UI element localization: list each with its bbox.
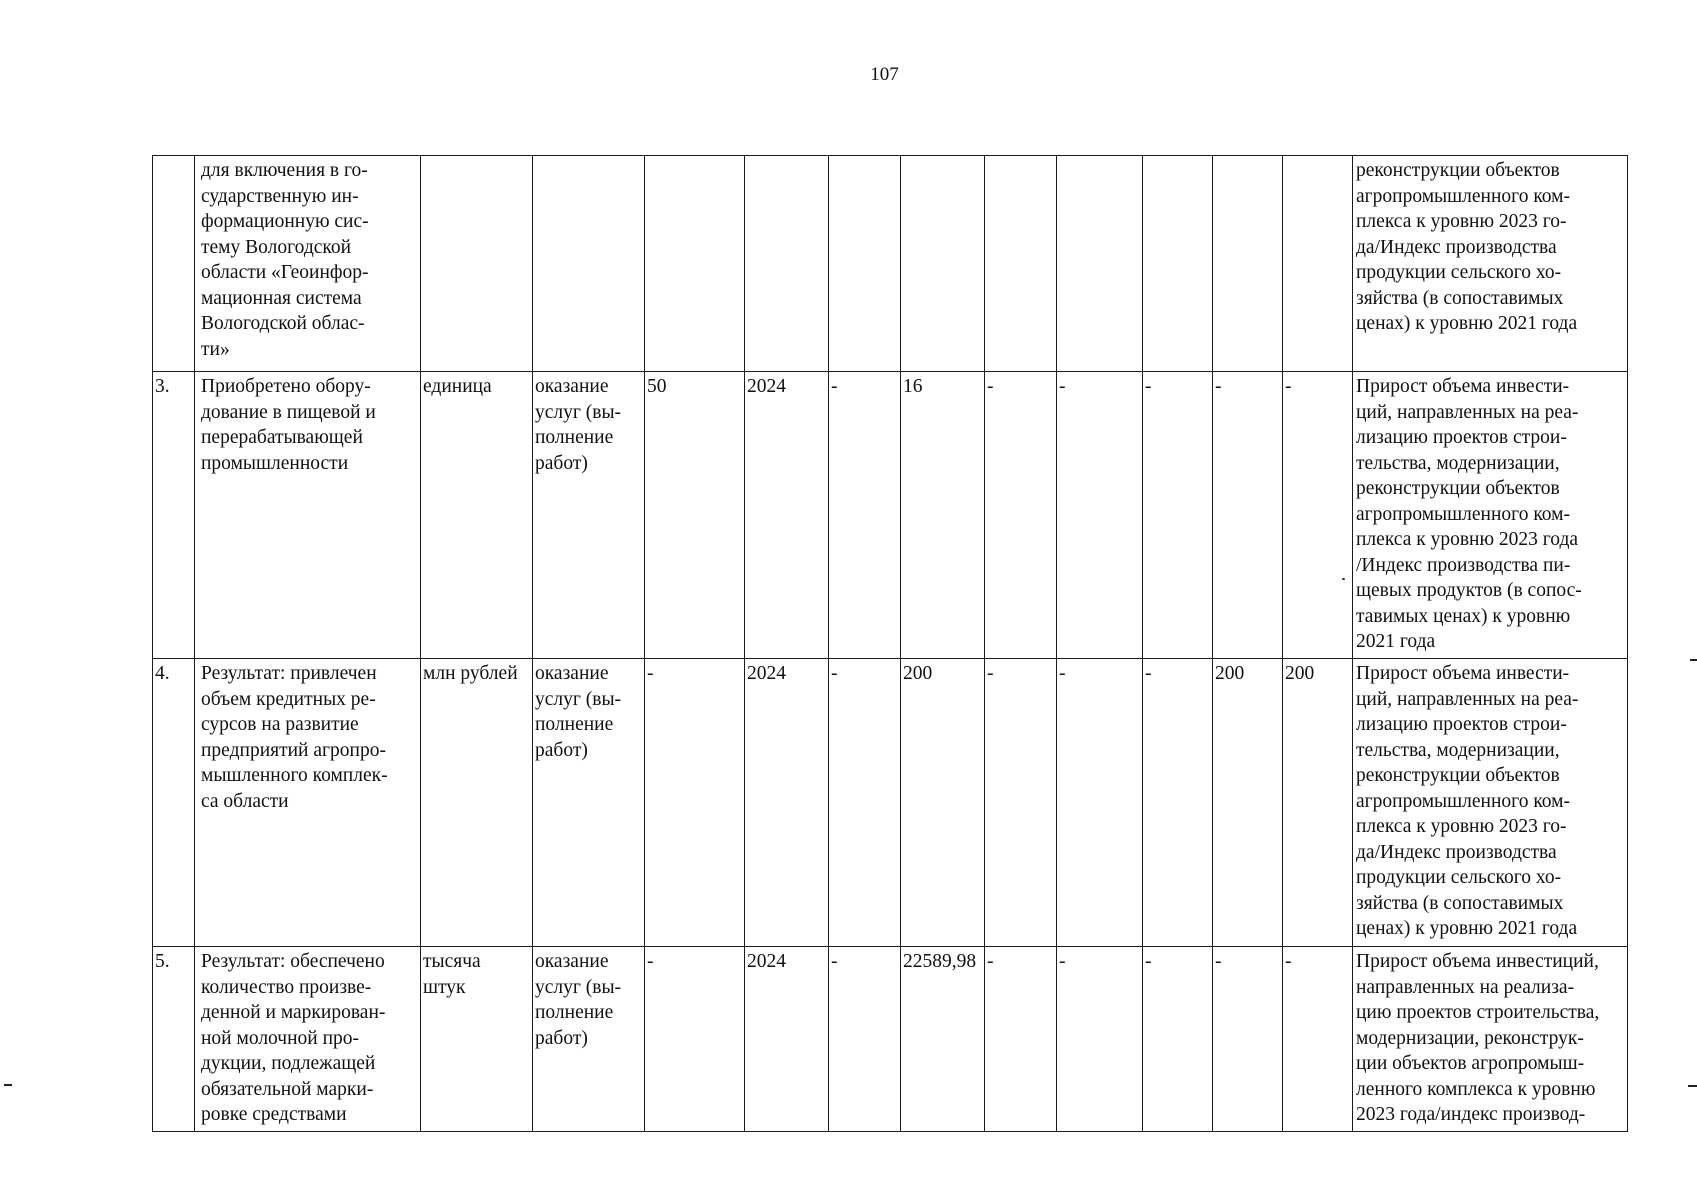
value-cell bbox=[1143, 156, 1213, 372]
unit-cell: млн рублей bbox=[421, 659, 533, 947]
result-name-cell: для включения в го- сударственную ин- формационную сис- тему Вологодской области «Геоинфор- мационная система Вологодской облас- ти» bbox=[195, 156, 421, 372]
value-cell: 200 bbox=[1283, 659, 1353, 947]
value-cell: 200 bbox=[901, 659, 985, 947]
result-type-cell: оказание услуг (вы- полнение работ) bbox=[533, 372, 645, 659]
unit-cell: единица bbox=[421, 372, 533, 659]
indicator-link-cell: Прирост объема инвести- ций, направленных на реа- лизацию проектов строи- тельства, модернизации, реконструкции объектов агропромышленного ком- плекса к уровню 2023 года /Индекс производства пи- щевых продуктов (в сопос- тавимых ценах) к уровню 2021 года bbox=[1353, 372, 1628, 659]
left-margin-mark bbox=[4, 1084, 12, 1086]
value-cell: - bbox=[1057, 659, 1143, 947]
year-cell bbox=[745, 156, 829, 372]
value-cell: - bbox=[985, 372, 1057, 659]
result-name-cell: Приобретено обору- дование в пищевой и перерабатывающей промышленности bbox=[195, 372, 421, 659]
year-cell: 2024 bbox=[745, 372, 829, 659]
value-cell bbox=[901, 156, 985, 372]
base-value-cell: - bbox=[645, 947, 745, 1132]
value-cell: - bbox=[1143, 947, 1213, 1132]
base-value-cell: - bbox=[645, 659, 745, 947]
table-row bbox=[153, 659, 1628, 947]
indicator-link-cell: реконструкции объектов агропромышленного ком- плекса к уровню 2023 го- да/Индекс производства продукции сельского хо- зяйства (в сопоставимых ценах) к уровню 2021 года bbox=[1353, 156, 1628, 372]
right-margin-mark bbox=[1690, 659, 1697, 661]
page-number: 107 bbox=[870, 64, 899, 85]
unit-cell bbox=[421, 156, 533, 372]
result-type-cell: оказание услуг (вы- полнение работ) bbox=[533, 659, 645, 947]
base-value-cell bbox=[645, 156, 745, 372]
value-cell: - bbox=[985, 947, 1057, 1132]
result-type-cell bbox=[533, 156, 645, 372]
unit-cell: тысяча штук bbox=[421, 947, 533, 1132]
row-number-cell: 4. bbox=[153, 659, 195, 947]
year-cell: 2024 bbox=[745, 659, 829, 947]
value-cell: - bbox=[829, 947, 901, 1132]
indicator-link-cell: Прирост объема инвестиций, направленных на реализа- цию проектов строительства, модернизации, реконструк- ции объектов агропромыш- ленного комплекса к уровню 2023 года/индекс производ- bbox=[1353, 947, 1628, 1132]
value-cell: - bbox=[1283, 947, 1353, 1132]
value-cell: - bbox=[1057, 372, 1143, 659]
scan-speck bbox=[1342, 578, 1345, 580]
value-cell: - bbox=[1057, 947, 1143, 1132]
value-cell bbox=[1057, 156, 1143, 372]
result-type-cell: оказание услуг (вы- полнение работ) bbox=[533, 947, 645, 1132]
base-value-cell: 50 bbox=[645, 372, 745, 659]
value-cell: - bbox=[1213, 372, 1283, 659]
row-number-cell: 5. bbox=[153, 947, 195, 1132]
value-cell: - bbox=[985, 659, 1057, 947]
value-cell: - bbox=[1213, 947, 1283, 1132]
table-row bbox=[153, 947, 1628, 1132]
value-cell: - bbox=[1283, 372, 1353, 659]
value-cell: - bbox=[829, 372, 901, 659]
row-number-cell: 3. bbox=[153, 372, 195, 659]
value-cell bbox=[1213, 156, 1283, 372]
indicator-link-cell: Прирост объема инвести- ций, направленных на реа- лизацию проектов строи- тельства, модернизации, реконструкции объектов агропромышленного ком- плекса к уровню 2023 го- да/Индекс производства продукции сельского хо- зяйства (в сопоставимых ценах) к уровню 2021 года bbox=[1353, 659, 1628, 947]
results-table bbox=[152, 155, 1628, 1132]
result-name-cell: Результат: привлечен объем кредитных ре- сурсов на развитие предприятий агропро- мышленного комплек- са области bbox=[195, 659, 421, 947]
year-cell: 2024 bbox=[745, 947, 829, 1132]
result-name-cell: Результат: обеспечено количество произве- денной и маркирован- ной молочной про- дукции, подлежащей обязательной марки- ровке средствами bbox=[195, 947, 421, 1132]
value-cell bbox=[985, 156, 1057, 372]
row-number-cell bbox=[153, 156, 195, 372]
table-row bbox=[153, 372, 1628, 659]
value-cell bbox=[1283, 156, 1353, 372]
value-cell: 22589,98 bbox=[901, 947, 985, 1132]
value-cell: - bbox=[829, 659, 901, 947]
table-row bbox=[153, 156, 1628, 372]
value-cell: 200 bbox=[1213, 659, 1283, 947]
right-margin-mark bbox=[1688, 1085, 1697, 1087]
value-cell bbox=[829, 156, 901, 372]
value-cell: - bbox=[1143, 659, 1213, 947]
value-cell: - bbox=[1143, 372, 1213, 659]
value-cell: 16 bbox=[901, 372, 985, 659]
